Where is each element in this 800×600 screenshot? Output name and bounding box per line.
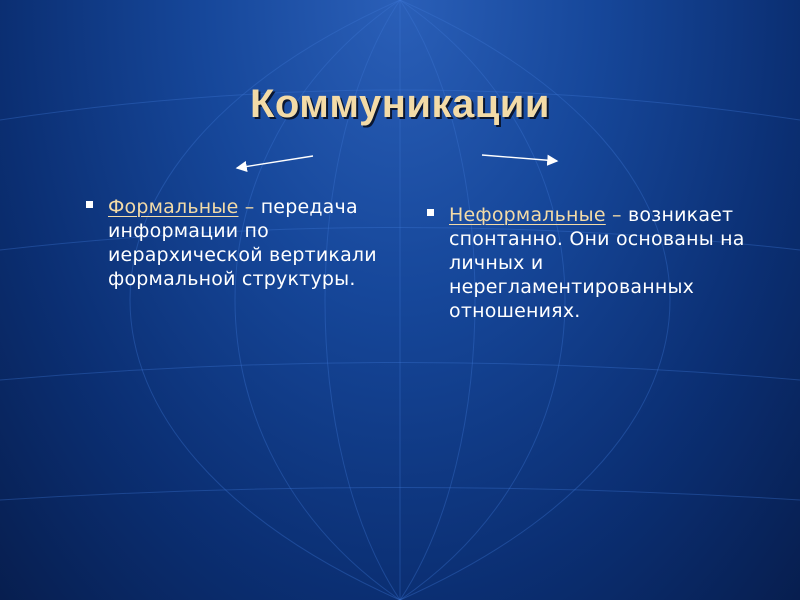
formal-communication-item [86,195,386,291]
right-arrow [482,155,557,161]
informal-dash: – [612,204,622,226]
formal-description: передача информации по иерархической вертикали формальной структуры. [108,196,377,290]
bullet-icon [86,201,93,208]
formal-text [108,195,386,291]
slide-title: Коммуникации [249,82,550,126]
informal-term: Неформальные [449,204,606,226]
informal-text [449,203,757,323]
informal-description: возникает спонтанно. Они основаны на личных и нерегламентированных отношениях. [449,204,745,322]
bullet-icon [427,209,434,216]
formal-term: Формальные [108,196,239,218]
left-arrow [237,156,313,168]
informal-communication-item [427,203,757,323]
formal-dash: – [244,196,255,218]
